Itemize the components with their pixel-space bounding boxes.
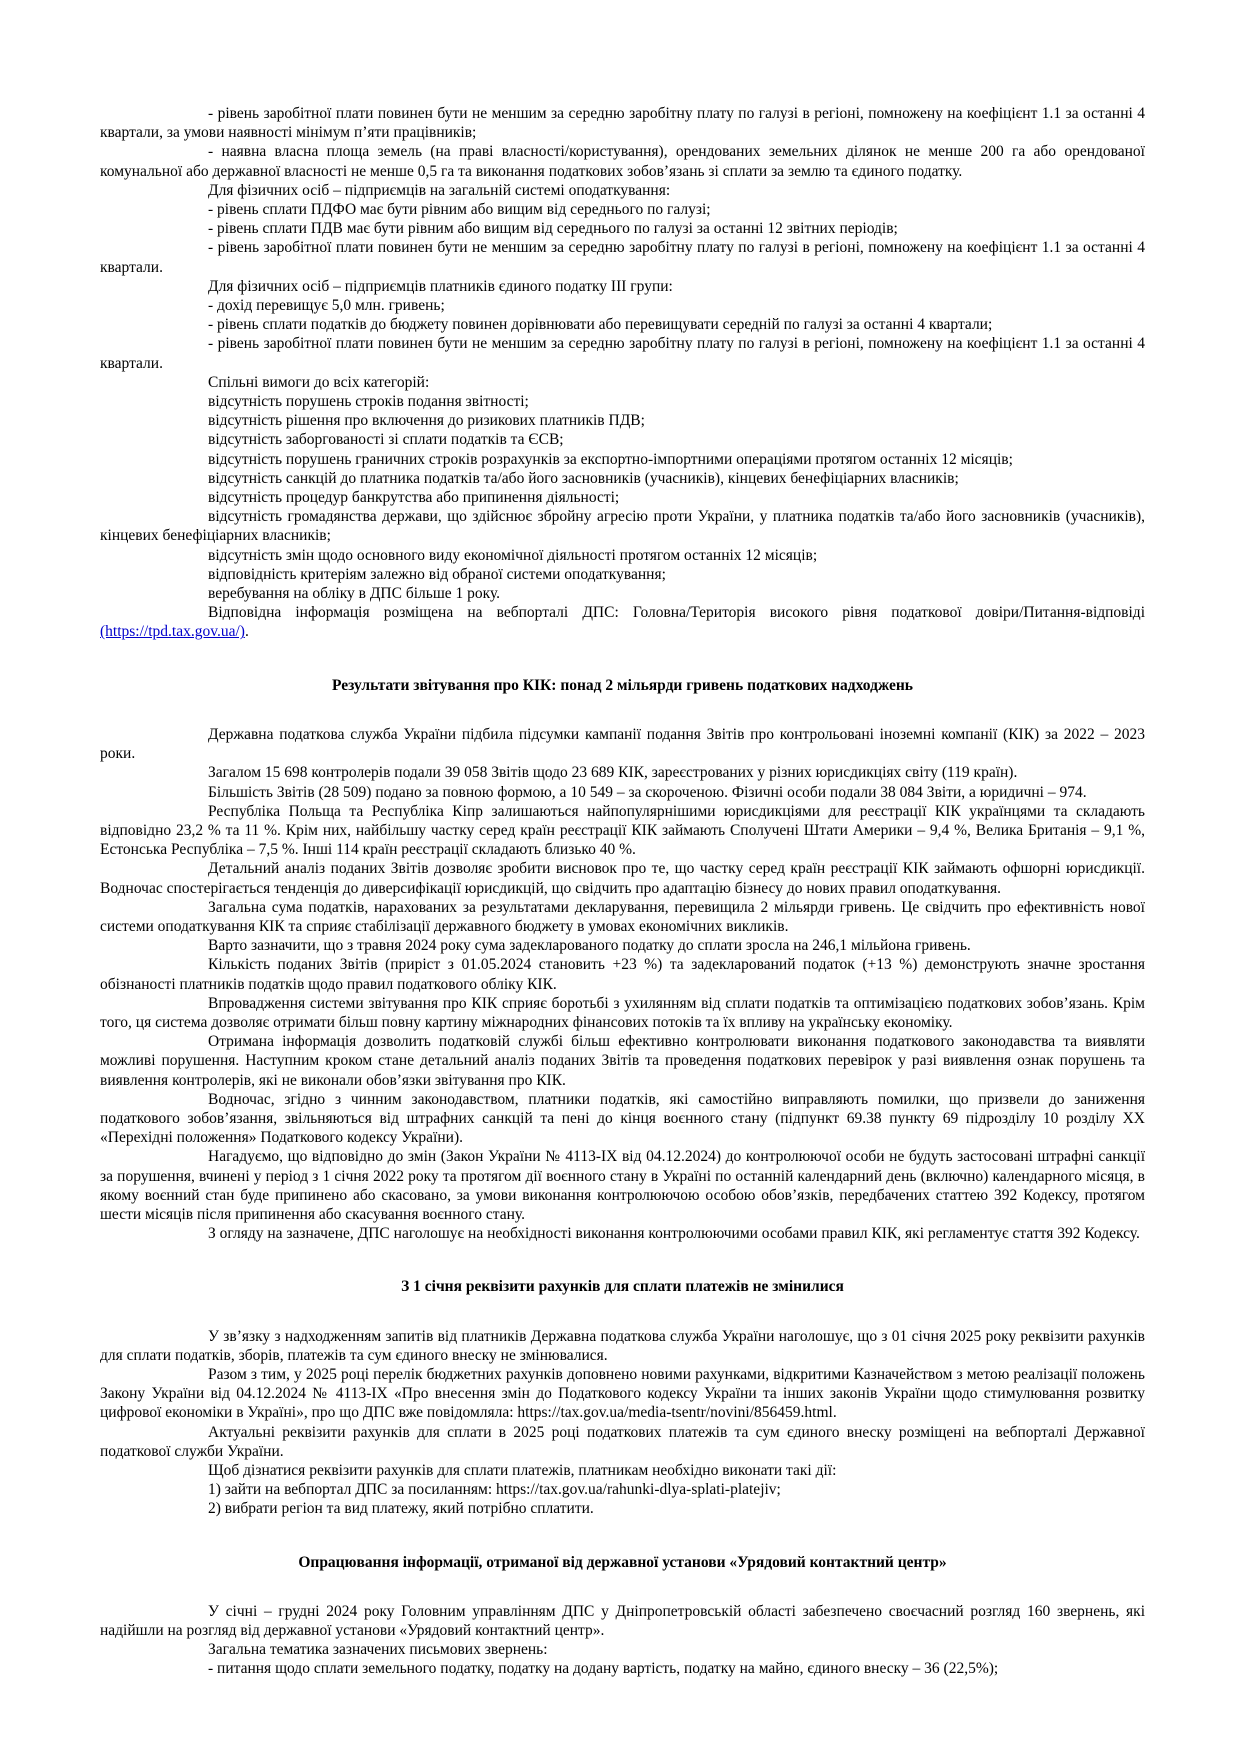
text-run: відсутність рішення про включення до ризикових платників ПДВ; — [208, 412, 645, 430]
text-run: відсутність санкцій до платника податків та/або його засновників (учасників), кінцевих бенефіціарних власників; — [208, 469, 959, 487]
text-run: Щоб дізнатися реквізити рахунків для сплати платежів, платникам необхідно виконати такі дії: — [208, 1462, 837, 1479]
text-run: 1) зайти на вебпортал ДПС за посиланням: https://tax.gov.ua/rahunki-dlya-splati-platejiv; — [208, 1481, 781, 1499]
text-run: - питання щодо сплати земельного податку, податку на додану вартість, податку на майно, єдиного внеску – 36 (22,5%); — [208, 1660, 999, 1678]
document-body — [100, 104, 1145, 1679]
paragraph — [100, 802, 1145, 860]
paragraph — [100, 373, 1145, 392]
text-run: Загальна сума податків, нарахованих за результатами декларування, перевищила 2 мільярди гривень. Це свідчить про ефективність нової системи оподаткування КІК та сприяє стабілізації державного бюджету в умовах економічних викликів. — [100, 898, 1145, 935]
text-run: - рівень сплати податків до бюджету повинен дорівнювати або перевищувати середній по галузі за останні 4 квартали; — [208, 316, 993, 334]
paragraph — [100, 1602, 1145, 1640]
paragraph — [100, 1365, 1145, 1423]
paragraph — [100, 334, 1145, 372]
paragraph — [100, 488, 1145, 507]
text-run: - рівень заробітної плати повинен бути не меншим за середню заробітну плату по галузі в регіоні, помножену на коефіцієнт 1.1 за останні 4 квартали, за умови наявності мінімум п’яти працівників; — [100, 105, 1145, 142]
text-run: Загалом 15 698 контролерів подали 39 058 Звітів щодо 23 689 КІК, зареєстрованих у різних юрисдикціях світу (119 країн). — [208, 764, 1018, 782]
text-run: Для фізичних осіб – підприємців платників єдиного податку ІІІ групи: — [208, 277, 673, 295]
text-run: - рівень заробітної плати повинен бути не меншим за середню заробітну плату по галузі в регіоні, помножену на коефіцієнт 1.1 за останні 4 квартали. — [100, 239, 1145, 276]
text-run: Державна податкова служба України підбила підсумки кампанії подання Звітів про контрольовані іноземні компанії (КІК) за 2022 – 2023 роки. — [100, 725, 1145, 763]
paragraph — [100, 200, 1145, 219]
paragraph — [100, 1032, 1145, 1090]
text-run: Опрацювання інформації, отриманої від державної установи «Урядовий контактний центр» — [298, 1553, 947, 1571]
text-run: відсутність процедур банкрутства або припинення діяльності; — [208, 489, 620, 507]
text-run: відсутність порушень строків подання звітності; — [208, 393, 529, 411]
hyperlink[interactable]: (https://tpd.tax.gov.ua/) — [100, 623, 245, 641]
text-run: відсутність громадянства держави, що здійснює збройну агресію проти України, у платника податків та/або його засновників (учасників), кінцевих бенефіціарних власників; — [100, 508, 1145, 545]
text-run: Загальна тематика зазначених письмових звернень: — [208, 1641, 548, 1659]
paragraph — [100, 181, 1145, 200]
paragraph — [100, 469, 1145, 488]
text-run: Водночас, згідно з чинним законодавством, платники податків, які самостійно виправляють помилки, що призвели до заниження податкового зобов’язання, звільняються від штрафних санкцій та пені до кінця воєнного стану (підпункт 69.38 пункту 69 підрозділу 10 розділу ХХ «Перехідні положення» Податкового кодексу України). — [100, 1090, 1145, 1147]
paragraph — [100, 1224, 1145, 1243]
text-run: - рівень заробітної плати повинен бути не меншим за середню заробітну плату по галузі в регіоні, помножену на коефіцієнт 1.1 за останні 4 квартали. — [100, 335, 1145, 372]
text-run: - рівень сплати ПДВ має бути рівним або вищим від середнього по галузі за останні 12 звітних періодів; — [208, 220, 898, 238]
paragraph — [100, 898, 1145, 936]
text-run: З огляду на зазначене, ДПС наголошує на необхідності виконання контролюючими особами правил КІК, які регламентує стаття 392 Кодексу. — [208, 1225, 1140, 1243]
paragraph — [100, 450, 1145, 469]
paragraph — [100, 584, 1145, 603]
text-run: Разом з тим, у 2025 році перелік бюджетних рахунків доповнено новими рахунками, відкритими Казначейством з метою реалізації положень Закону України від 04.12.2024 № 4113-ІХ «Про внесення змін до Податкового кодексу України та інших законів України щодо стимулювання розвитку цифрової економіки в Україні», про що ДПС вже повідомляла: https://tax.gov.ua/media-tsentr/novini/856459.html. — [100, 1365, 1145, 1422]
text-run: Результати звітування про КІК: понад 2 мільярди гривень податкових надходжень — [332, 676, 913, 694]
text-run: Спільні вимоги до всіх категорій: — [208, 373, 430, 391]
paragraph — [100, 1147, 1145, 1224]
paragraph — [100, 1499, 1145, 1518]
paragraph — [100, 392, 1145, 411]
text-run: Отримана інформація дозволить податковій службі більш ефективно контролювати виконання податкового законодавства та виявляти можливі порушення. Наступним кроком стане детальний аналіз поданих Звітів та проведення податкових перевірок у разі виявлення ознак порушень та виявлення контролерів, які не виконали обов’язки звітування про КІК. — [100, 1033, 1145, 1089]
text-run: відсутність заборгованості зі сплати податків та ЄСВ; — [208, 431, 564, 449]
text-run: Актуальні реквізити рахунків для сплати в 2025 році податкових платежів та сум єдиного внеску розміщені на вебпорталі Державної податкової служби України. — [100, 1423, 1145, 1460]
text-run: відсутність порушень граничних строків розрахунків за експортно-імпортними операціями протягом останніх 12 місяців; — [208, 450, 1013, 468]
section-heading — [100, 1277, 1145, 1296]
paragraph — [100, 603, 1145, 641]
paragraph — [100, 277, 1145, 296]
text-run: Нагадуємо, що відповідно до змін (Закон України № 4113-ІХ від 04.12.2024) до контролюючої особи не будуть застосовані штрафні санкції за порушення, вчинені у період з 1 січня 2022 року та протягом дії воєнного стану в Україні по останній календарний день (включно) календарного місяця, в якому воєнний стан буде припинено або скасовано, за умови виконання контролюючою особою обов’язків, передбачених статтею 392 Кодексу, протягом шести місяців після припинення або скасування воєнного стану. — [100, 1148, 1145, 1223]
text-run: Відповідна інформація розміщена на вебпорталі ДПС: Головна/Територія високого рівня податкової довіри/Питання-відповіді — [208, 604, 1145, 622]
paragraph — [100, 994, 1145, 1032]
paragraph — [100, 142, 1145, 180]
text-run: Варто зазначити, що з травня 2024 року сума задекларованого податку до сплати зросла на 246,1 мільйона гривень. — [208, 937, 971, 955]
paragraph — [100, 546, 1145, 565]
paragraph — [100, 507, 1145, 545]
paragraph — [100, 1461, 1145, 1480]
text-run: Для фізичних осіб – підприємців на загальній системі оподаткування: — [208, 181, 671, 199]
paragraph — [100, 238, 1145, 276]
paragraph — [100, 104, 1145, 142]
text-run: 2) вибрати регіон та вид платежу, який потрібно сплатити. — [208, 1500, 594, 1518]
paragraph — [100, 936, 1145, 955]
paragraph — [100, 296, 1145, 315]
text-run: - наявна власна площа земель (на праві власності/користування), орендованих земельних ділянок не менше 200 га або орендованої комунальної або державної власності не менше 0,5 га та виконання податкових зобов’язань зі сплати за землю та єдиного податку. — [100, 143, 1145, 180]
paragraph — [100, 565, 1145, 584]
paragraph — [100, 411, 1145, 430]
paragraph — [100, 859, 1145, 897]
text-run: - рівень сплати ПДФО має бути рівним або вищим від середнього по галузі; — [208, 201, 711, 219]
paragraph — [100, 725, 1145, 763]
text-run: веребування на обліку в ДПС більше 1 року. — [208, 585, 501, 603]
section-heading — [100, 676, 1145, 695]
paragraph — [100, 1480, 1145, 1499]
text-run: відповідність критеріям залежно від обраної системи оподаткування; — [208, 565, 666, 583]
paragraph — [100, 1659, 1145, 1678]
section-heading — [100, 1553, 1145, 1572]
paragraph — [100, 1327, 1145, 1365]
paragraph — [100, 430, 1145, 449]
paragraph — [100, 1640, 1145, 1659]
text-run: Більшість Звітів (28 509) подано за повною формою, а 10 549 – за скороченою. Фізичні особи подали 38 084 Звіти, а юридичні – 974. — [208, 783, 1087, 801]
paragraph — [100, 1090, 1145, 1148]
paragraph — [100, 955, 1145, 993]
text-run: - дохід перевищує 5,0 млн. гривень; — [208, 297, 445, 315]
text-run: З 1 січня реквізити рахунків для сплати платежів не змінилися — [401, 1278, 844, 1296]
paragraph — [100, 1423, 1145, 1461]
paragraph — [100, 763, 1145, 782]
paragraph — [100, 315, 1145, 334]
text-run: Детальний аналіз поданих Звітів дозволяє зробити висновок про те, що частку серед країн реєстрації КІК займають офшорні юрисдикції. Водночас спостерігається тенденція до диверсифікації юрисдикцій, що свідчить про адаптацію бізнесу до нових правил оподаткування. — [100, 860, 1145, 897]
paragraph — [100, 219, 1145, 238]
text-run: Республіка Польща та Республіка Кіпр залишаються найпопулярнішими юрисдикціями для реєстрації КІК українцями та складають відповідно 23,2 % та 11 %. Крім них, найбільшу частку серед країн реєстрації КІК займають Сполучені Штати Америки – 9,4 %, Велика Британія – 9,1 %, Естонська Республіка – 7,5 %. Інші 114 країн реєстрації складають близько 40 %. — [100, 802, 1145, 859]
text-run: Кількість поданих Звітів (приріст з 01.05.2024 становить +23 %) та задекларований податок (+13 %) демонструють значне зростання обізнаності платників податків щодо правил податкового обліку КІК. — [100, 956, 1145, 993]
text-run: У зв’язку з надходженням запитів від платників Державна податкова служба України наголошує, що з 01 січня 2025 року реквізити рахунків для сплати податків, зборів, платежів та сум єдиного внеску не змінювалися. — [100, 1327, 1145, 1364]
text-run: У січні – грудні 2024 року Головним управлінням ДПС у Дніпропетровській області забезпечено своєчасний розгляд 160 звернень, які надійшли на розгляд від державної установи «Урядовий контактний центр». — [100, 1602, 1145, 1640]
paragraph — [100, 783, 1145, 802]
text-run: відсутність змін щодо основного виду економічної діяльності протягом останніх 12 місяців; — [208, 546, 818, 564]
text-run: . — [244, 623, 249, 641]
text-run: Впровадження системи звітування про КІК сприяє боротьбі з ухилянням від сплати податків та оптимізацією податкових зобов’язань. Крім того, ця система дозволяє отримати більш повну картину міжнародних фінансових потоків та їх впливу на українську економіку. — [100, 994, 1145, 1031]
